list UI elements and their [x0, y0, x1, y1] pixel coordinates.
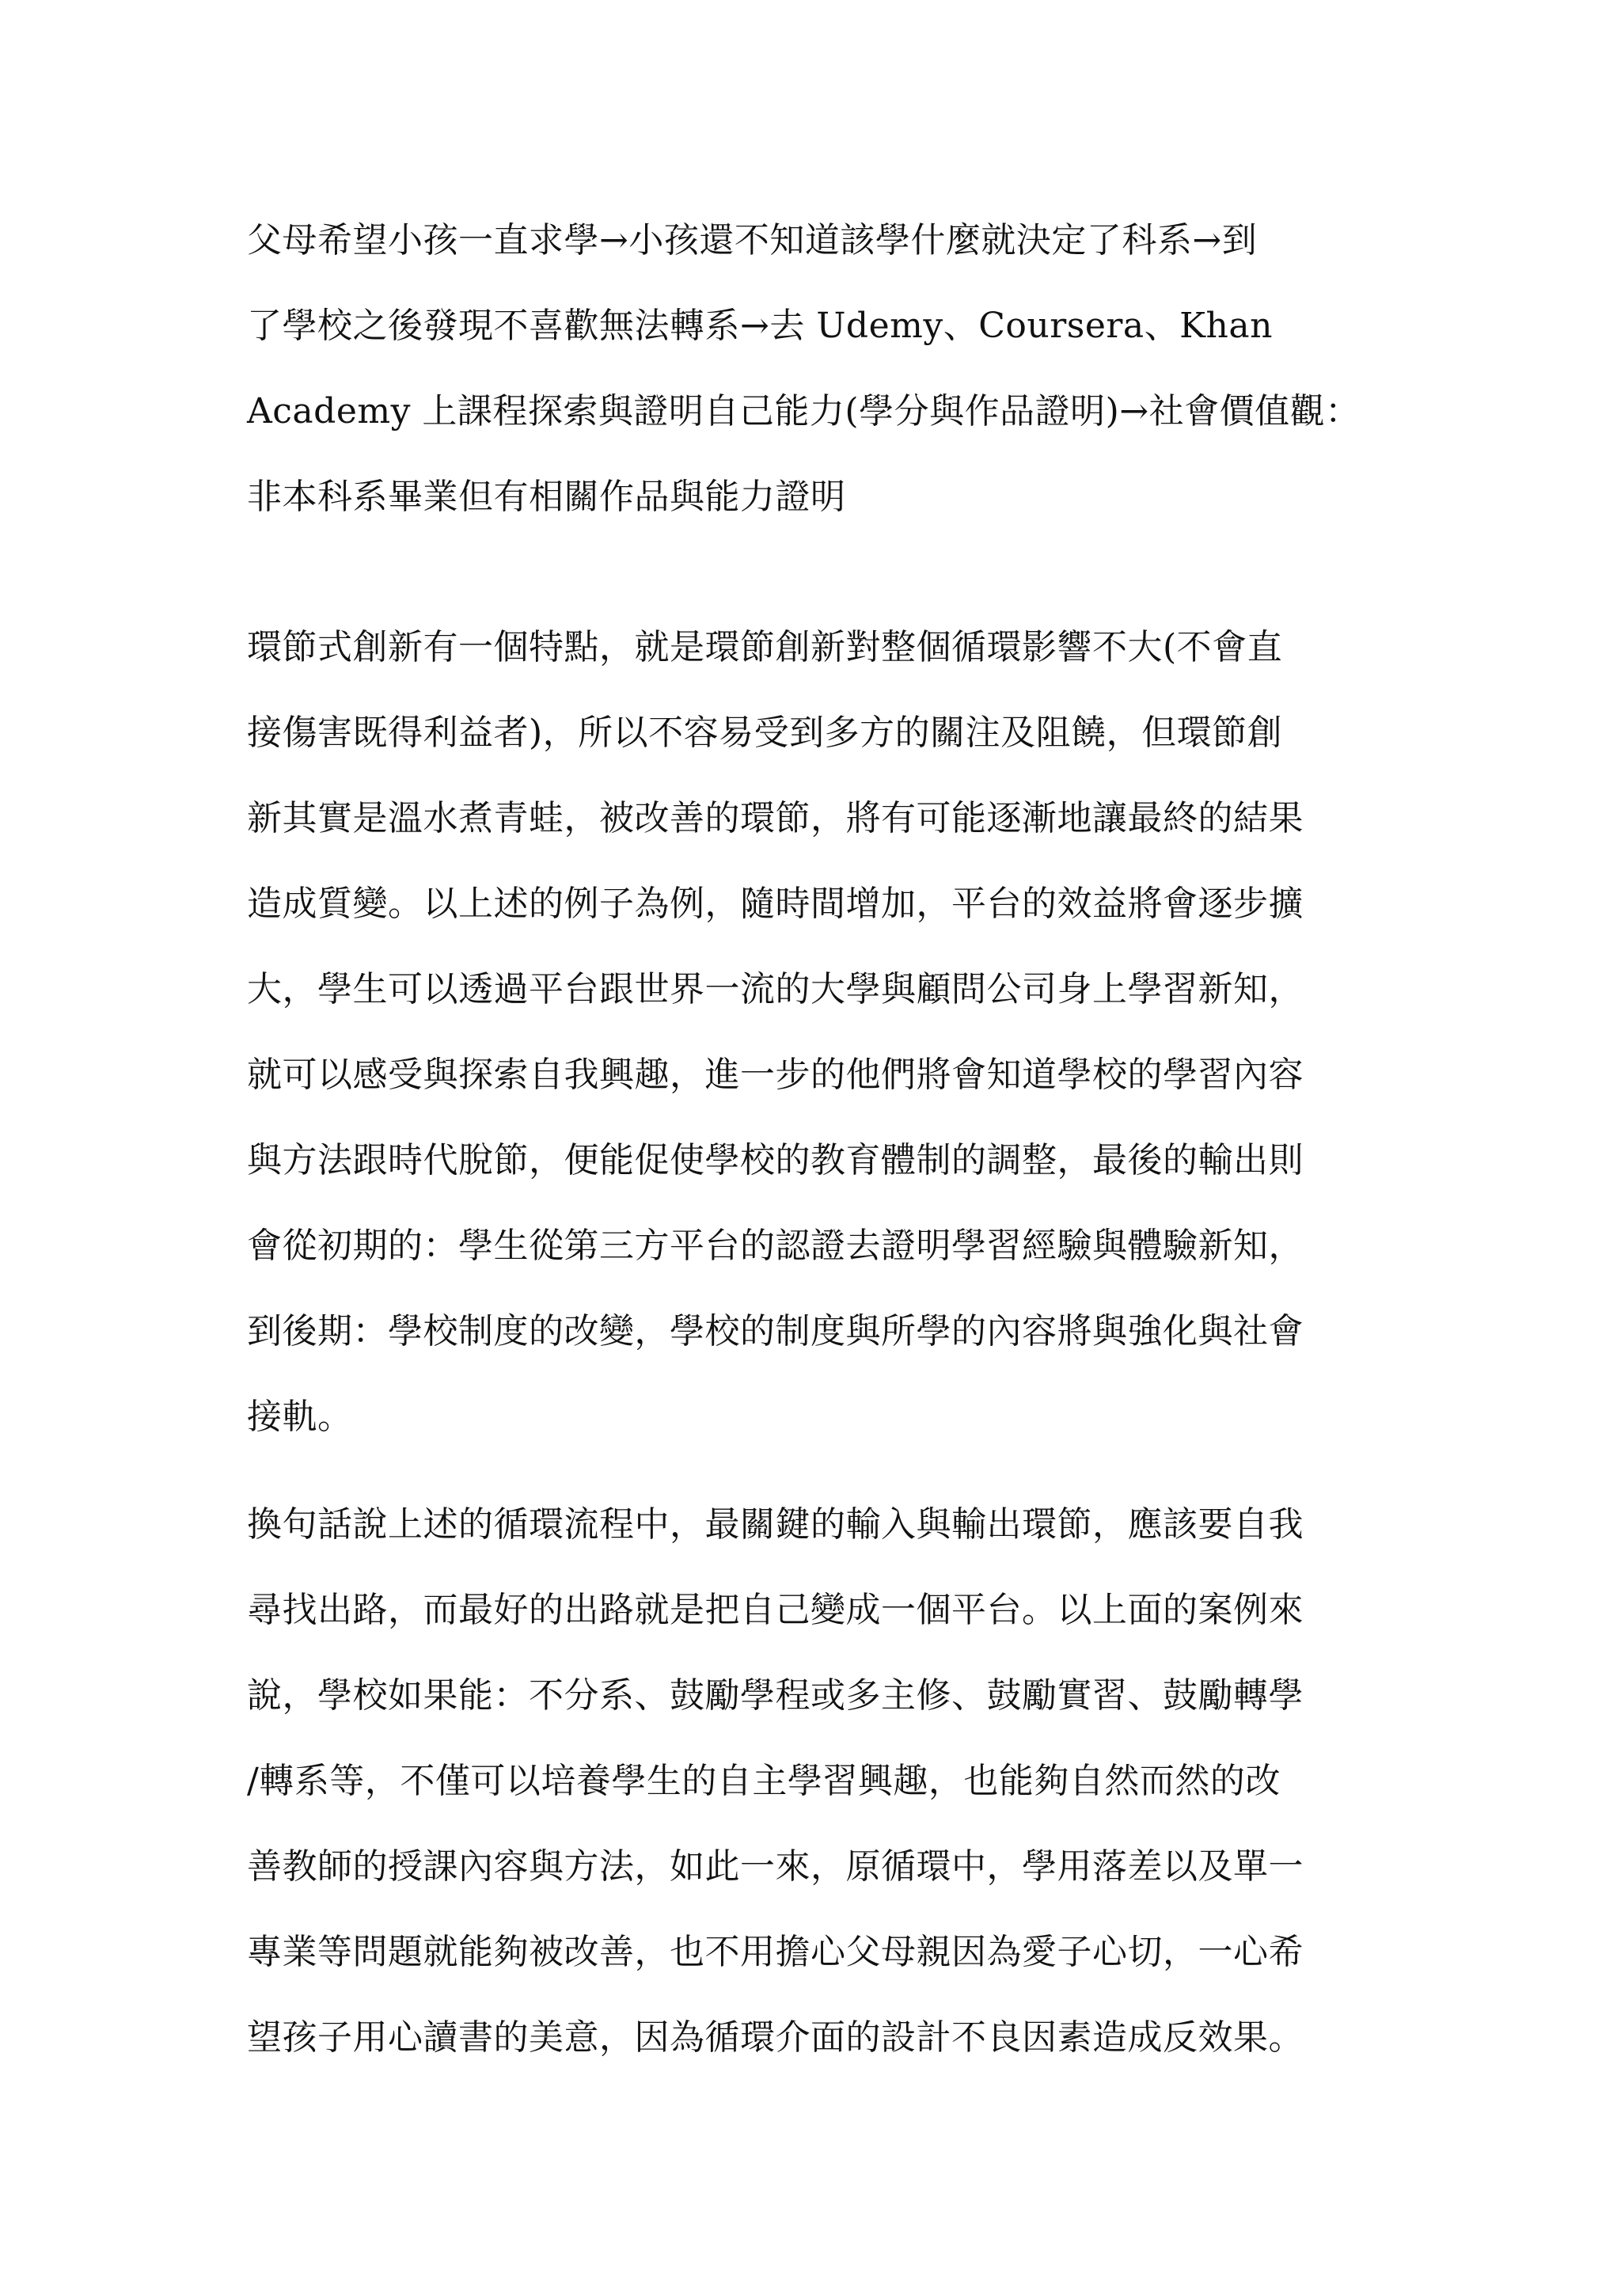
text-line: 尋找出路，而最好的出路就是把自己變成一個平台。以上面的案例來 — [247, 1590, 1304, 1630]
text-line: 望孩子用心讀書的美意，因為循環介面的設計不良因素造成反效果。 — [247, 2017, 1304, 2058]
paragraph-link-innovation — [247, 605, 1403, 1460]
text-line: 接傷害既得利益者)，所以不容易受到多方的關注及阻饒，但環節創 — [247, 713, 1283, 753]
text-line: 專業等問題就能夠被改善，也不用擔心父母親因為愛子心切，一心希 — [247, 1932, 1304, 1972]
text-line: 說，學校如果能：不分系、鼓勵學程或多主修、鼓勵實習、鼓勵轉學 — [247, 1675, 1304, 1716]
text-line: 接軌。 — [247, 1397, 353, 1437]
text-line: 與方法跟時代脫節，便能促使學校的教育體制的調整，最後的輸出則 — [247, 1140, 1304, 1180]
text-line: Academy 上課程探索與證明自己能力(學分與作品證明)→社會價值觀： — [247, 391, 1361, 431]
text-line: 環節式創新有一個特點，就是環節創新對整個循環影響不大(不會直 — [247, 627, 1283, 667]
text-line: 就可以感受與探索自我興趣，進一步的他們將會知道學校的學習內容 — [247, 1055, 1304, 1095]
text-line: 換句話說上述的循環流程中，最關鍵的輸入與輸出環節，應該要自我 — [247, 1504, 1304, 1545]
text-line: /轉系等，不僅可以培養學生的自主學習興趣，也能夠自然而然的改 — [247, 1761, 1281, 1801]
text-line: 造成質變。以上述的例子為例，隨時間增加，平台的效益將會逐步擴 — [247, 884, 1304, 924]
text-line: 父母希望小孩一直求學→小孩還不知道該學什麼就決定了科系→到 — [247, 220, 1258, 260]
text-line: 非本科系畢業但有相關作品與能力證明 — [247, 477, 846, 517]
text-line: 善教師的授課內容與方法，如此一來，原循環中，學用落差以及單一 — [247, 1846, 1304, 1887]
text-line: 會從初期的：學生從第三方平台的認證去證明學習經驗與體驗新知， — [247, 1226, 1304, 1266]
text-line: 新其實是溫水煮青蛙，被改善的環節，將有可能逐漸地讓最終的結果 — [247, 798, 1304, 838]
text-line: 大，學生可以透過平台跟世界一流的大學與顧問公司身上學習新知， — [247, 969, 1304, 1009]
paragraph-education-loop — [247, 198, 1403, 540]
text-line: 到後期：學校制度的改變，學校的制度與所學的內容將與強化與社會 — [247, 1311, 1304, 1351]
paragraph-platform-solution — [247, 1482, 1403, 2081]
text-line: 了學校之後發現不喜歡無法轉系→去 Udemy、Coursera、Khan — [247, 306, 1273, 346]
